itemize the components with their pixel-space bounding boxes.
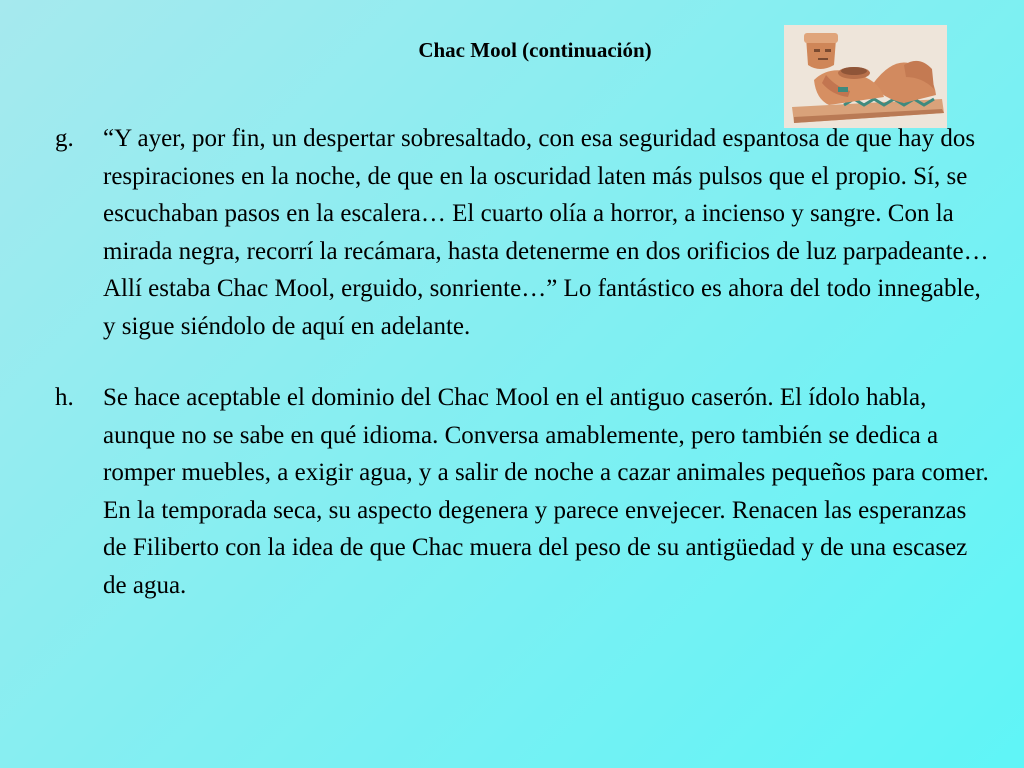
item-marker: h. [55, 384, 74, 411]
list-item [55, 120, 995, 345]
list-item [55, 379, 995, 604]
item-text: “Y ayer, por fin, un despertar sobresaltado, con esa seguridad espantosa de que hay dos respiraciones en la noche, de que en la oscuridad laten más pulsos que el propio. Sí, se escuchaban pasos en la escalera… El cuarto olía a horror, a incienso y sangre. Con la mirada negra, recorrí la recámara, hasta detenerme en dos orificios de luz parpadeante… Allí estaba Chac Mool, erguido, sonriente…” Lo fantástico es ahora del todo innegable, y sigue siéndolo de aquí en adelante. [103, 125, 989, 340]
slide-title: Chac Mool (continuación) [418, 38, 652, 62]
item-text: Se hace aceptable el dominio del Chac Mool en el antiguo caserón. El ídolo habla, aunque no se sabe en qué idioma. Conversa amablemente, pero también se dedica a romper muebles, a exigir agua, y a salir de noche a cazar animales pequeños para comer. En la temporada seca, su aspecto degenera y parece envejecer. Renacen las esperanzas de Filiberto con la idea de que Chac muera del peso de su antigüedad y de una escasez de agua. [103, 384, 989, 599]
item-marker: g. [55, 125, 74, 152]
chac-mool-statue-image [784, 25, 947, 128]
item-list [55, 120, 995, 604]
